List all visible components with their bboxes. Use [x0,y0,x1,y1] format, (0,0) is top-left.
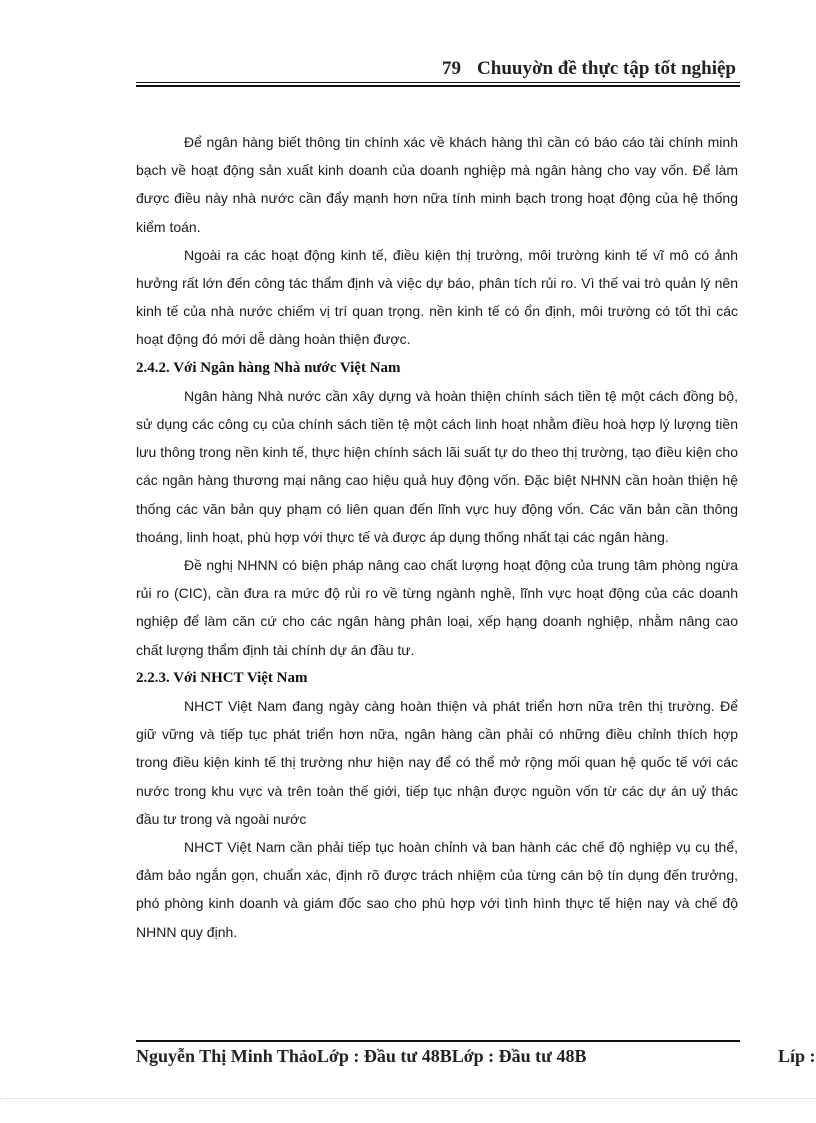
paragraph: Ngân hàng Nhà nước cần xây dựng và hoàn thiện chính sách tiền tệ một cách đồng bộ, sử dụng các công cụ của chính sách tiền tệ một cách linh hoạt nhằm điều hoà hợp lý lượng tiền lưu thông trong nền kinh tế, thực hiện chính sách lãi suất tự do theo thị trường, tạo điều kiện cho các ngân hàng thương mại nâng cao hiệu quả huy động vốn. Đặc biệt NHNN cần hoàn thiện hệ thống các văn bản quy phạm có liên quan đến lĩnh vực huy động vốn. Các văn bản cần thông thoáng, linh hoạt, phù hợp với thực tế và được áp dụng thống nhất tại các ngân hàng. [136,387,738,545]
paragraph: Ngoài ra các hoạt động kinh tế, điều kiện thị trường, môi trường kinh tế vĩ mô có ảnh hưởng rất lớn đến công tác thẩm định và việc dự báo, phân tích rủi ro. Vì thế vai trò quản lý nên kinh tế của nhà nước chiếm vị trí quan trọng. nền kinh tế có ổn định, môi trường có tốt thì các hoạt động đó mới dễ dàng hoàn thiện được. [136,246,738,348]
page-divider [0,1098,816,1099]
paragraph: Để ngân hàng biết thông tin chính xác về khách hàng thì cần có báo cáo tài chính minh bạch về hoạt động sản xuất kinh doanh của doanh nghiệp mà ngân hàng cho vay vốn. Để làm được điều này nhà nước cần đẩy mạnh hơn nữa tính minh bạch trong hoạt động của hệ thống kiểm toán. [136,134,738,235]
page-header [136,58,740,84]
header-rule-thick [136,85,740,87]
footer-class-label: Líp : [778,1046,816,1066]
section-heading: 2.2.3. Với NHCT Việt Nam [136,669,308,686]
header-title: Chuuyờn đề thực tập tốt nghiệp [477,58,736,79]
header-rule-thin [136,82,740,83]
document-body [136,128,738,946]
paragraph: NHCT Việt Nam cần phải tiếp tục hoàn chỉnh và ban hành các chế độ nghiệp vụ cụ thể, đảm bảo ngắn gọn, chuẩn xác, định rõ được trách nhiệm của từng cán bộ tín dụng đến trưởng, phó phòng kinh doanh và giám đốc sao cho phù hợp với tình hình thực tế hiện nay và chế độ NHNN quy định. [136,839,738,940]
paragraph: NHCT Việt Nam đang ngày càng hoàn thiện và phát triển hơn nữa trên thị trường. Để giữ vững và tiếp tục phát triển hơn nữa, ngân hàng cần phải có những điều chỉnh thích hợp trong điều kiện kinh tế thị trường như hiện nay để có thể mở rộng mối quan hệ quốc tế với các nước trong khu vực và trên toàn thế giới, tiếp tục nhận được nguồn vốn từ các dự án uỷ thác đầu tư trong và ngoài nước [136,698,738,827]
header-text [442,58,736,80]
footer-author: Nguyễn Thị Minh ThảoLớp : Đầu tư 48BLớp : Đầu tư 48B [136,1046,587,1066]
footer-rule [136,1040,740,1042]
paragraph: Đề nghị NHNN có biện pháp nâng cao chất lượng hoạt động của trung tâm phòng ngừa rủi ro (CIC), cần đưa ra mức độ rủi ro về từng ngành nghề, lĩnh vực hoạt động của các doanh nghiệp để làm căn cứ cho các ngân hàng phân loại, xếp hạng doanh nghiệp, nhằm nâng cao chất lượng thẩm định tài chính dự án đầu tư. [136,557,738,658]
page-number: 79 [442,58,462,79]
section-heading: 2.4.2. Với Ngân hàng Nhà nước Việt Nam [136,359,401,376]
